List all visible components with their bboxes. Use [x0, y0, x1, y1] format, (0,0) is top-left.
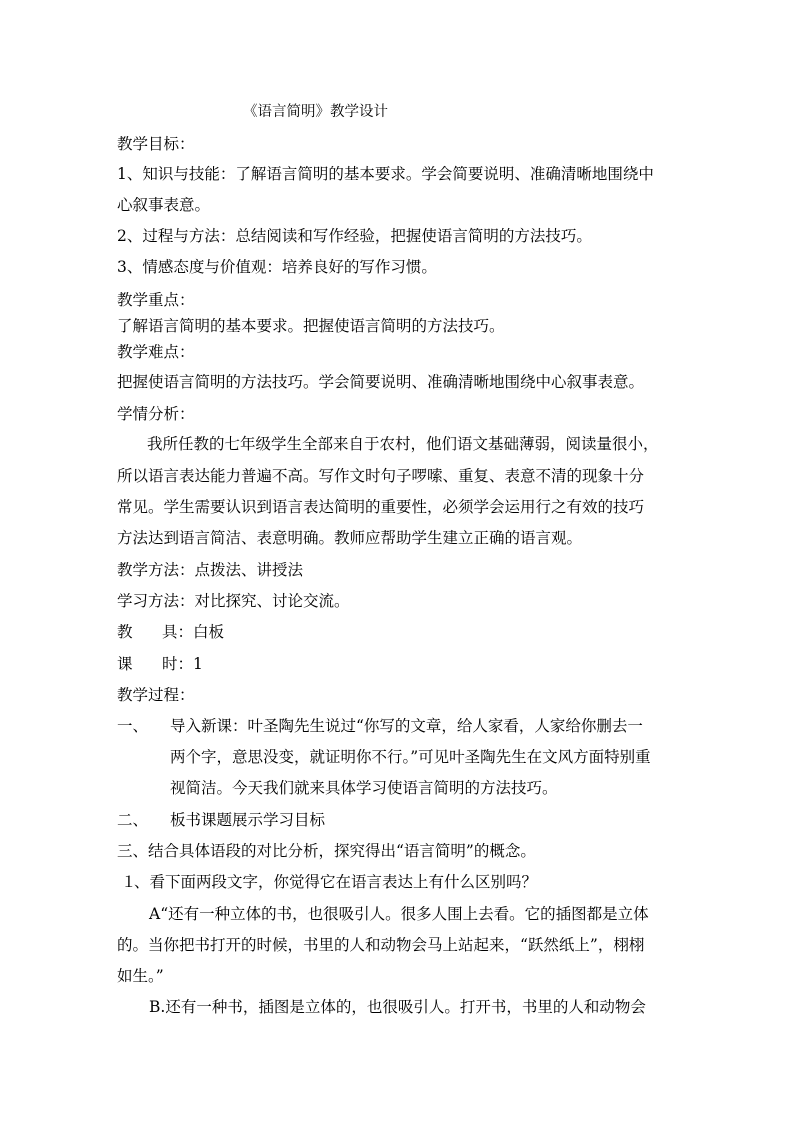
analysis-line-4: 方法达到语言简洁、表意明确。教师应帮助学生建立正确的语言观。 [117, 529, 583, 547]
objective-1-line-1: 1、知识与技能：了解语言简明的基本要求。学会简要说明、准确清晰地围绕中 [117, 165, 654, 183]
key-points-text: 了解语言简明的基本要求。把握使语言简明的方法技巧。 [117, 317, 505, 335]
hours-label-char: 课 [117, 655, 133, 673]
objective-3: 3、情感态度与价值观：培养良好的写作习惯。 [117, 258, 437, 276]
passage-a-line-1: A“还有一种立体的书，也很吸引人。很多人围上去看。它的插图都是立体 [149, 905, 649, 923]
step-2-number: 二、 [117, 811, 149, 829]
objective-2: 2、过程与方法：总结阅读和写作经验，把握使语言简明的方法技巧。 [117, 227, 592, 245]
hours-text: 时：1 [162, 655, 203, 673]
question-1-text: 、看下面两段文字，你觉得它在语言表达上有什么区别吗？ [134, 873, 538, 891]
passage-b-line-1: B.还有一种书，插图是立体的，也很吸引人。打开书，书里的人和动物会 [149, 998, 646, 1016]
step-1-line-2: 两个字，意思没变，就证明你不行。”可见叶圣陶先生在文风方面特别重 [170, 748, 651, 766]
step-1-number: 一、 [117, 717, 149, 735]
analysis-heading: 学情分析： [117, 405, 195, 423]
analysis-line-2: 所以语言表达能力普遍不高。写作文时句子啰嗦、重复、表意不清的现象十分 [117, 467, 645, 485]
step-1-line-3: 视简洁。今天我们就来具体学习使语言简明的方法技巧。 [170, 779, 558, 797]
analysis-line-3: 常见。学生需要认识到语言表达简明的重要性，必须学会运用行之有效的技巧 [117, 498, 645, 516]
difficulties-text: 把握使语言简明的方法技巧。学会简要说明、准确清晰地围绕中心叙事表意。 [117, 373, 645, 391]
learning-method: 学习方法：对比探究、讨论交流。 [117, 592, 350, 610]
tools-label-char: 教 [117, 623, 133, 641]
key-points-heading: 教学重点： [117, 291, 195, 309]
analysis-line-1: 我所任教的七年级学生全部来自于农村，他们语文基础薄弱，阅读量很小， [147, 435, 659, 453]
process-heading: 教学过程： [117, 686, 195, 704]
step-3-text: 三、结合具体语段的对比分析，探究得出“语言简明”的概念。 [117, 842, 536, 860]
objective-1-line-2: 心叙事表意。 [117, 196, 211, 214]
page-title: 《语言简明》教学设计 [243, 104, 388, 120]
step-2-text: 板书课题展示学习目标 [170, 811, 326, 829]
difficulties-heading: 教学难点： [117, 343, 195, 361]
passage-a-line-3: 如生。” [117, 967, 164, 985]
teaching-method: 教学方法：点拨法、讲授法 [117, 561, 304, 579]
tools-text: 具：白板 [162, 623, 225, 641]
step-1-line-1: 导入新课：叶圣陶先生说过“你写的文章，给人家看，人家给你删去一 [170, 717, 643, 735]
passage-a-line-2: 的。当你把书打开的时候，书里的人和动物会马上站起来，“跃然纸上”，栩栩 [117, 936, 645, 954]
question-1-number: １ [121, 873, 137, 891]
objectives-heading: 教学目标： [117, 135, 195, 153]
